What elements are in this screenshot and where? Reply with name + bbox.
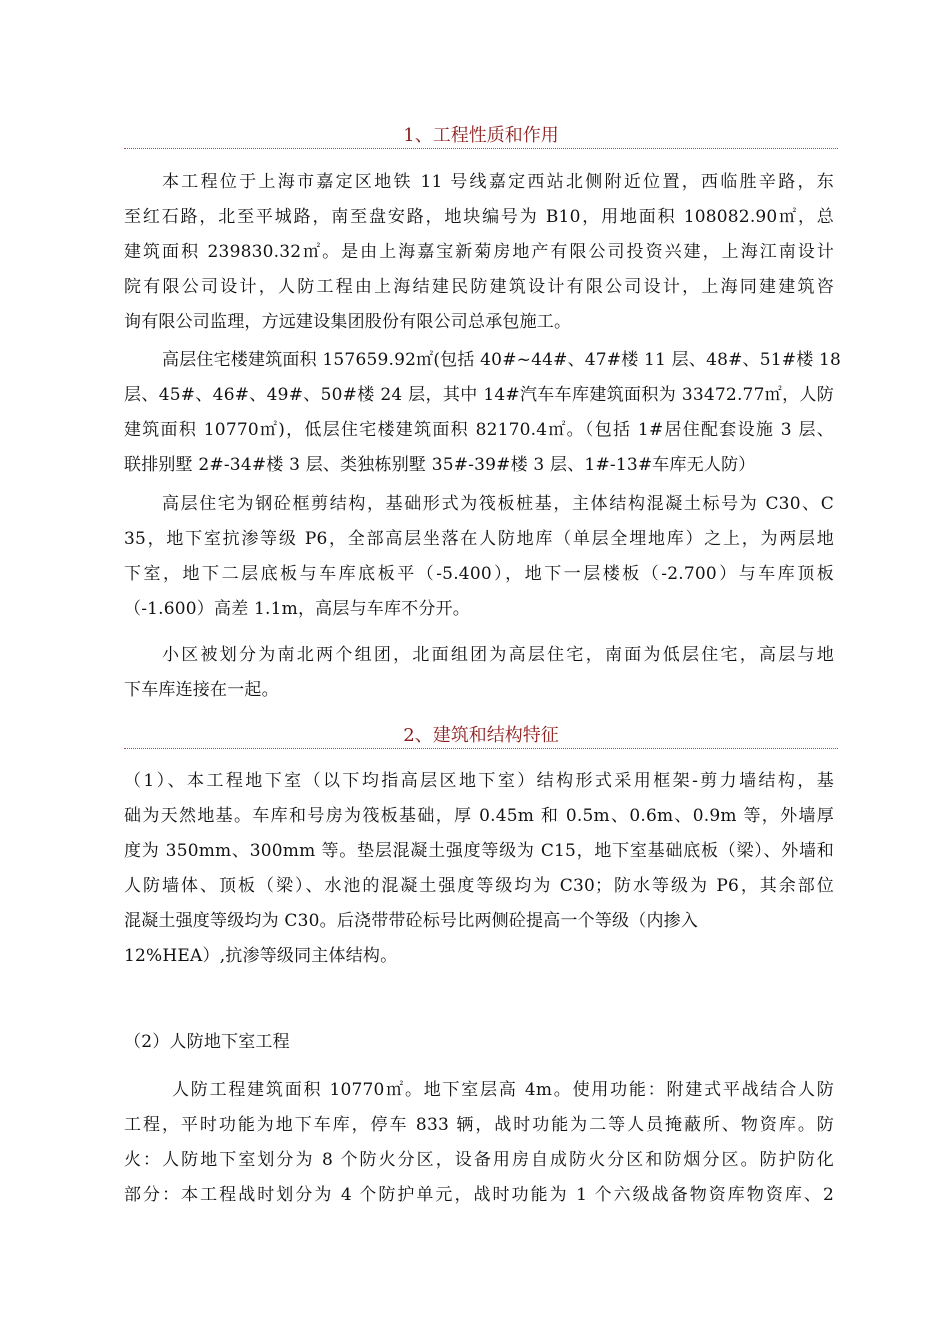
text-line: 火：人防地下室划分为 8 个防火分区，设备用房自成防火分区和防烟分区。防护防化 bbox=[124, 1150, 834, 1170]
section-1-paragraph-4 bbox=[124, 638, 834, 708]
text-line: （1）、本工程地下室（以下均指高层区地下室）结构形式采用框架-剪力墙结构，基 bbox=[124, 771, 834, 791]
text-line: 部分：本工程战时划分为 4 个防护单元，战时功能为 1 个六级战备物资库物资库、2 bbox=[124, 1185, 834, 1205]
section-1-paragraph-3 bbox=[124, 487, 834, 627]
text-line: 35，地下室抗渗等级 P6，全部高层坐落在人防地库（单层全埋地库）之上，为两层地 bbox=[124, 529, 834, 549]
text-line: 高层住宅为钢砼框剪结构，基础形式为筏板桩基，主体结构混凝土标号为 C30、C bbox=[162, 494, 834, 514]
section-2-paragraph-1 bbox=[124, 764, 834, 974]
text-line: 高层住宅楼建筑面积 157659.92㎡(包括 40#~44#、47#楼 11 层、48#、51#楼 18 bbox=[162, 350, 842, 370]
text-line: 院有限公司设计，人防工程由上海结建民防建筑设计有限公司设计，上海同建建筑咨 bbox=[124, 277, 834, 297]
text-line: 询有限公司监理，方远建设集团股份有限公司总承包施工。 bbox=[124, 312, 572, 332]
text-line: 联排别墅 2#-34#楼 3 层、类独栋别墅 35#-39#楼 3 层、1#-13#车库无人防） bbox=[124, 455, 756, 475]
section-1-heading: 1、工程性质和作用 bbox=[403, 125, 559, 146]
text-line: 工程，平时功能为地下车库，停车 833 辆，战时功能为二等人员掩蔽所、物资库。防 bbox=[124, 1115, 834, 1135]
text-line: 层、45#、46#、49#、50#楼 24 层，其中 14#汽车车库建筑面积为 33472.77㎡，人防 bbox=[124, 385, 834, 405]
text-line: 度为 350mm、300mm 等。垫层混凝土强度等级为 C15，地下室基础底板（梁）、外墙和 bbox=[124, 841, 834, 861]
section-2-paragraph-2 bbox=[124, 1073, 834, 1213]
text-line: 础为天然地基。车库和号房为筏板基础，厚 0.45m 和 0.5m、0.6m、0.9m 等，外墙厚 bbox=[124, 806, 834, 826]
text-line: （-1.600）高差 1.1m，高层与车库不分开。 bbox=[124, 599, 470, 619]
text-line: 至红石路，北至平城路，南至盘安路，地块编号为 B10，用地面积 108082.90㎡，总 bbox=[124, 207, 834, 227]
text-line: 混凝土强度等级均为 C30。后浇带带砼标号比两侧砼提高一个等级（内掺入 bbox=[124, 911, 699, 931]
text-line: 下车库连接在一起。 bbox=[124, 680, 279, 700]
text-line: 12%HEA）,抗渗等级同主体结构。 bbox=[124, 946, 398, 966]
text-line: 本工程位于上海市嘉定区地铁 11 号线嘉定西站北侧附近位置，西临胜辛路，东 bbox=[162, 172, 834, 192]
text-line: 建筑面积 10770㎡)，低层住宅楼建筑面积 82170.4㎡。（包括 1#居住配套设施 3 层、 bbox=[124, 420, 834, 440]
section-1-divider bbox=[124, 148, 838, 149]
subsection-2-title bbox=[124, 1025, 834, 1060]
text-line: （2）人防地下室工程 bbox=[124, 1032, 290, 1052]
section-2-heading: 2、建筑和结构特征 bbox=[403, 725, 559, 746]
text-line: 人防工程建筑面积 10770㎡。地下室层高 4m。使用功能：附建式平战结合人防 bbox=[172, 1080, 834, 1100]
text-line: 人防墙体、顶板（梁）、水池的混凝土强度等级均为 C30；防水等级为 P6，其余部位 bbox=[124, 876, 834, 896]
section-1-paragraph-1 bbox=[124, 165, 834, 340]
text-line: 建筑面积 239830.32㎡。是由上海嘉宝新菊房地产有限公司投资兴建，上海江南设计 bbox=[124, 242, 834, 262]
section-1-paragraph-2 bbox=[124, 343, 842, 483]
section-2-divider bbox=[124, 748, 838, 749]
text-line: 下室，地下二层底板与车库底板平（-5.400），地下一层楼板（-2.700）与车库顶板 bbox=[124, 564, 834, 584]
text-line: 小区被划分为南北两个组团，北面组团为高层住宅，南面为低层住宅，高层与地 bbox=[162, 645, 834, 665]
